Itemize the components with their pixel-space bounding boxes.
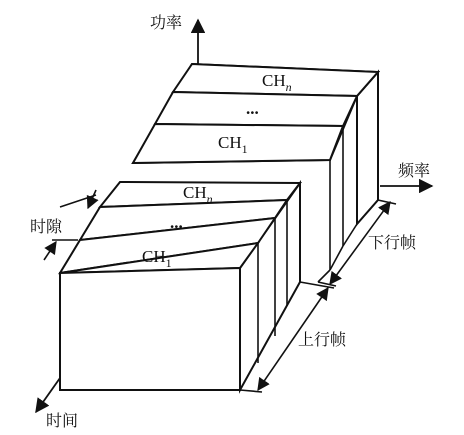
downlink-ch1-main: CH: [218, 133, 242, 152]
time-axis-label: 时间: [46, 411, 79, 430]
slot-arrow-up: [44, 242, 56, 260]
downlink-dots: ...: [246, 99, 259, 118]
uplink-frame-label: 上行帧: [298, 330, 347, 349]
power-axis-label: 功率: [150, 13, 183, 32]
dl-ext-top: [378, 200, 396, 204]
uplink-ch1-sub: 1: [165, 256, 172, 270]
uplink-chn-sub: n: [206, 192, 213, 206]
downlink-bottom-edge: [343, 224, 357, 246]
downlink-ch1-sub: 1: [241, 142, 248, 156]
downlink-frame-label: 下行帧: [368, 233, 417, 252]
downlink-bottom-edge: [318, 270, 330, 282]
uplink-dots: ...: [170, 213, 183, 232]
uplink-chn-main: CH: [183, 183, 207, 202]
downlink-chn-main: CH: [262, 71, 286, 90]
downlink-chn-sub: n: [285, 80, 292, 94]
time-axis: [36, 378, 60, 412]
uplink-front-face: [60, 268, 240, 390]
slot-arrow-down: [88, 190, 96, 208]
downlink-bottom-edge: [330, 246, 343, 270]
downlink-right-face: [357, 72, 378, 224]
frequency-axis-label: 频率: [398, 161, 431, 180]
uplink-ch1-main: CH: [142, 247, 166, 266]
time-slot-label: 时隙: [30, 217, 63, 236]
